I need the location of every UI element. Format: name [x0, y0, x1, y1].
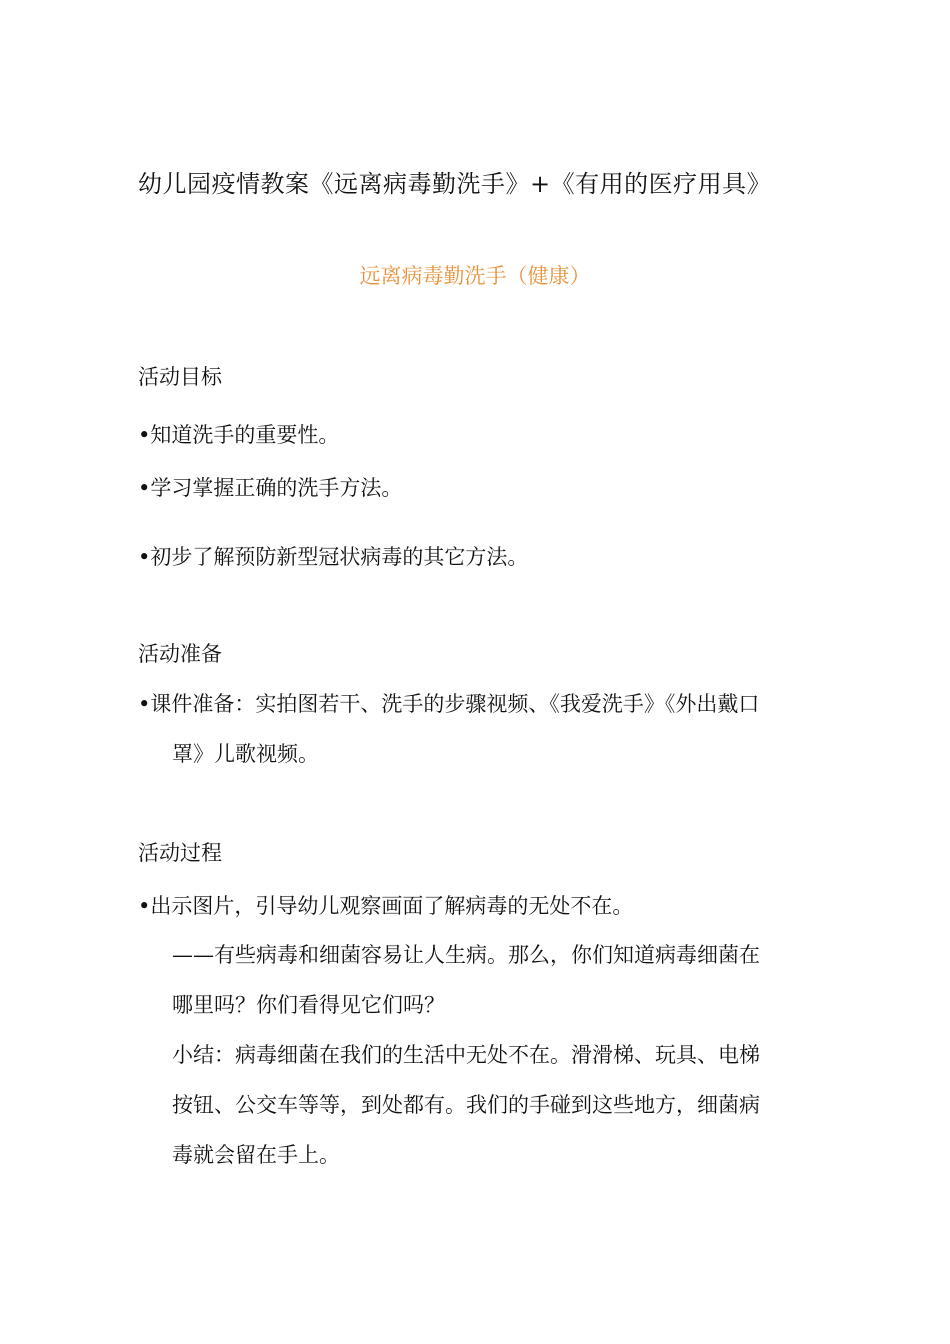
process-heading: 活动过程 [138, 841, 222, 865]
process-paragraph-line-2: 哪里吗？你们看得见它们吗？ [172, 993, 445, 1017]
process-paragraph-line-3: 小结：病毒细菌在我们的生活中无处不在。滑滑梯、玩具、电梯 [172, 1043, 760, 1067]
process-paragraph-line-5: 毒就会留在手上。 [172, 1143, 340, 1167]
document-title: 幼儿园疫情教案《远离病毒勤洗手》+《有用的医疗用具》 [138, 170, 772, 198]
preparation-heading: 活动准备 [138, 642, 222, 666]
preparation-item-line-1: •课件准备：实拍图若干、洗手的步骤视频、《我爱洗手》《外出戴口 [138, 692, 760, 716]
section-subtitle: 远离病毒勤洗手（健康） [359, 264, 591, 288]
goal-item-3: •初步了解预防新型冠状病毒的其它方法。 [138, 545, 529, 569]
process-paragraph-line-4: 按钮、公交车等等，到处都有。我们的手碰到这些地方，细菌病 [172, 1093, 760, 1117]
goal-item-1: •知道洗手的重要性。 [138, 423, 340, 447]
goal-item-2: •学习掌握正确的洗手方法。 [138, 476, 403, 500]
process-paragraph-line-1: ——有些病毒和细菌容易让人生病。那么，你们知道病毒细菌在 [172, 943, 760, 967]
process-bullet: •出示图片，引导幼儿观察画面了解病毒的无处不在。 [138, 894, 634, 918]
preparation-item-line-2: 罩》儿歌视频。 [172, 742, 319, 766]
goals-heading: 活动目标 [138, 365, 222, 389]
